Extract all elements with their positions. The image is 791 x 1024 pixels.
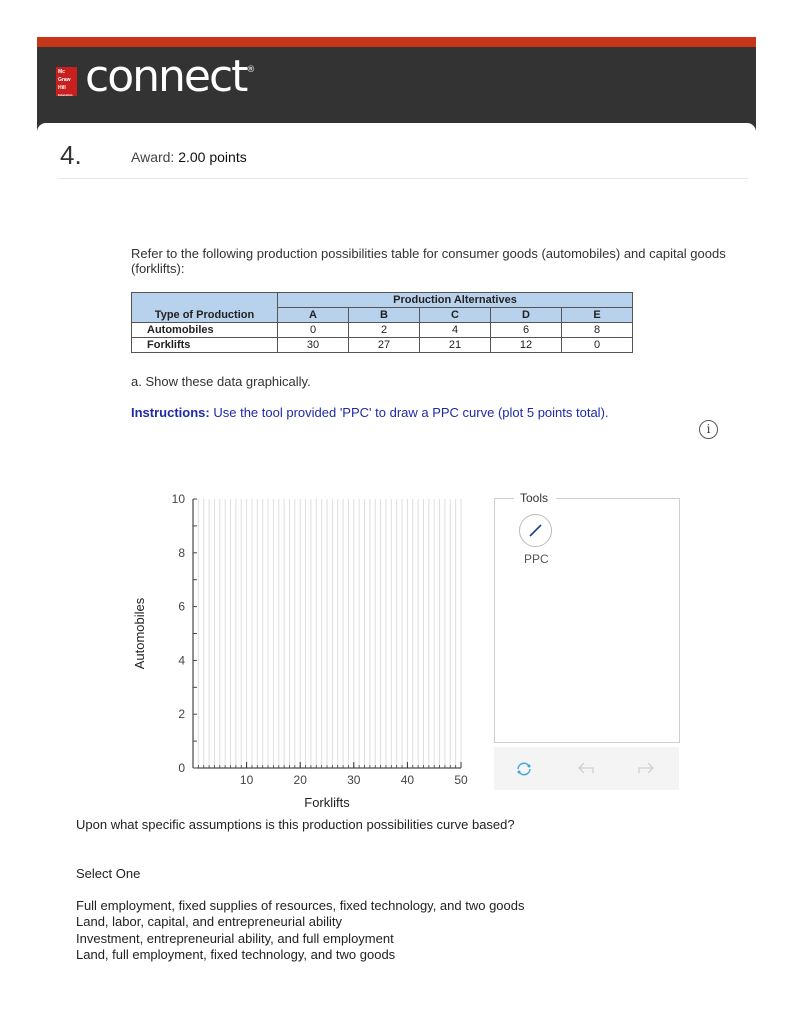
row-label: Automobiles: [132, 323, 278, 338]
award-label: Award:: [131, 149, 175, 165]
answer-option[interactable]: Land, full employment, fixed technology, and two goods: [76, 946, 396, 962]
line-tool-icon: [520, 515, 551, 546]
x-tick-label: 40: [400, 773, 415, 787]
column-header: B: [349, 308, 420, 323]
table-cell: 21: [420, 338, 491, 353]
tools-title: Tools: [520, 491, 549, 505]
instructions: [131, 405, 609, 420]
table-row: [132, 323, 633, 338]
question-number: 4.: [60, 140, 82, 170]
question-prompt: Refer to the following production possibilities table for consumer goods (automobiles) and capital goods (forklifts):: [131, 246, 726, 276]
answer-options: [76, 898, 525, 963]
award-points: [131, 149, 247, 165]
table-cell: 0: [278, 323, 349, 338]
y-tick-label: 10: [171, 492, 185, 506]
ppc-tool-label: PPC: [524, 552, 549, 566]
column-header: A: [278, 308, 349, 323]
connect-logo: [85, 51, 255, 102]
column-header: E: [562, 308, 633, 323]
x-axis-label: Forklifts: [304, 795, 350, 810]
table-group-header: Production Alternatives: [278, 293, 633, 308]
undo-icon[interactable]: [576, 760, 596, 776]
column-header: D: [491, 308, 562, 323]
table-cell: 4: [420, 323, 491, 338]
registered-mark: ®: [246, 65, 256, 75]
logo-line-4: Education: [58, 93, 73, 97]
table-cell: 0: [562, 338, 633, 353]
info-icon[interactable]: i: [699, 420, 718, 439]
answer-option[interactable]: Investment, entrepreneurial ability, and full employment: [76, 930, 394, 946]
y-tick-label: 4: [178, 653, 185, 668]
question-2-text: Upon what specific assumptions is this production possibilities curve based?: [76, 817, 515, 832]
part-a-text: a. Show these data graphically.: [131, 374, 311, 389]
logo-line-3: Hill: [58, 85, 66, 91]
award-value: 2.00 points: [178, 149, 247, 165]
select-one-label: Select One: [76, 866, 141, 881]
answer-option[interactable]: Full employment, fixed supplies of resources, fixed technology, and two goods: [76, 898, 525, 913]
refresh-icon[interactable]: [514, 759, 534, 779]
instructions-label: Instructions:: [131, 405, 210, 420]
divider: [58, 178, 748, 179]
y-tick-label: 6: [178, 599, 185, 614]
x-tick-label: 30: [347, 773, 361, 787]
table-corner-header: Type of Production: [132, 293, 278, 323]
table-cell: 6: [491, 323, 562, 338]
x-tick-label: 50: [454, 773, 468, 787]
ppc-graph[interactable]: [130, 485, 490, 815]
logo-line-2: Graw: [58, 77, 71, 83]
row-label: Forklifts: [132, 338, 278, 353]
x-tick-label: 10: [239, 773, 254, 787]
graph-grid: [198, 499, 461, 768]
connect-logo-text: connect: [85, 51, 247, 102]
table-cell: 27: [349, 338, 420, 353]
ppc-tool-button[interactable]: [519, 514, 552, 547]
table-row: [132, 338, 633, 353]
table-cell: 30: [278, 338, 349, 353]
table-cell: 12: [491, 338, 562, 353]
instructions-text: Use the tool provided 'PPC' to draw a PPC curve (plot 5 points total).: [213, 405, 609, 420]
tools-footer: [494, 747, 679, 790]
table-cell: 2: [349, 323, 420, 338]
redo-icon[interactable]: [636, 760, 656, 776]
column-header: C: [420, 308, 491, 323]
x-tick-label: 20: [293, 773, 307, 787]
y-tick-label: 2: [178, 707, 185, 722]
y-tick-label: 0: [178, 761, 185, 775]
logo-line-1: Mc: [58, 69, 65, 75]
table-cell: 8: [562, 323, 633, 338]
answer-option[interactable]: Land, labor, capital, and entrepreneurial ability: [76, 914, 342, 930]
brand-accent-bar: [37, 37, 756, 47]
mcgraw-hill-logo: [56, 67, 77, 96]
y-axis-label: Automobiles: [132, 597, 147, 670]
y-tick-label: 8: [178, 545, 185, 560]
production-possibilities-table: [131, 292, 633, 353]
app-header: [37, 47, 756, 131]
